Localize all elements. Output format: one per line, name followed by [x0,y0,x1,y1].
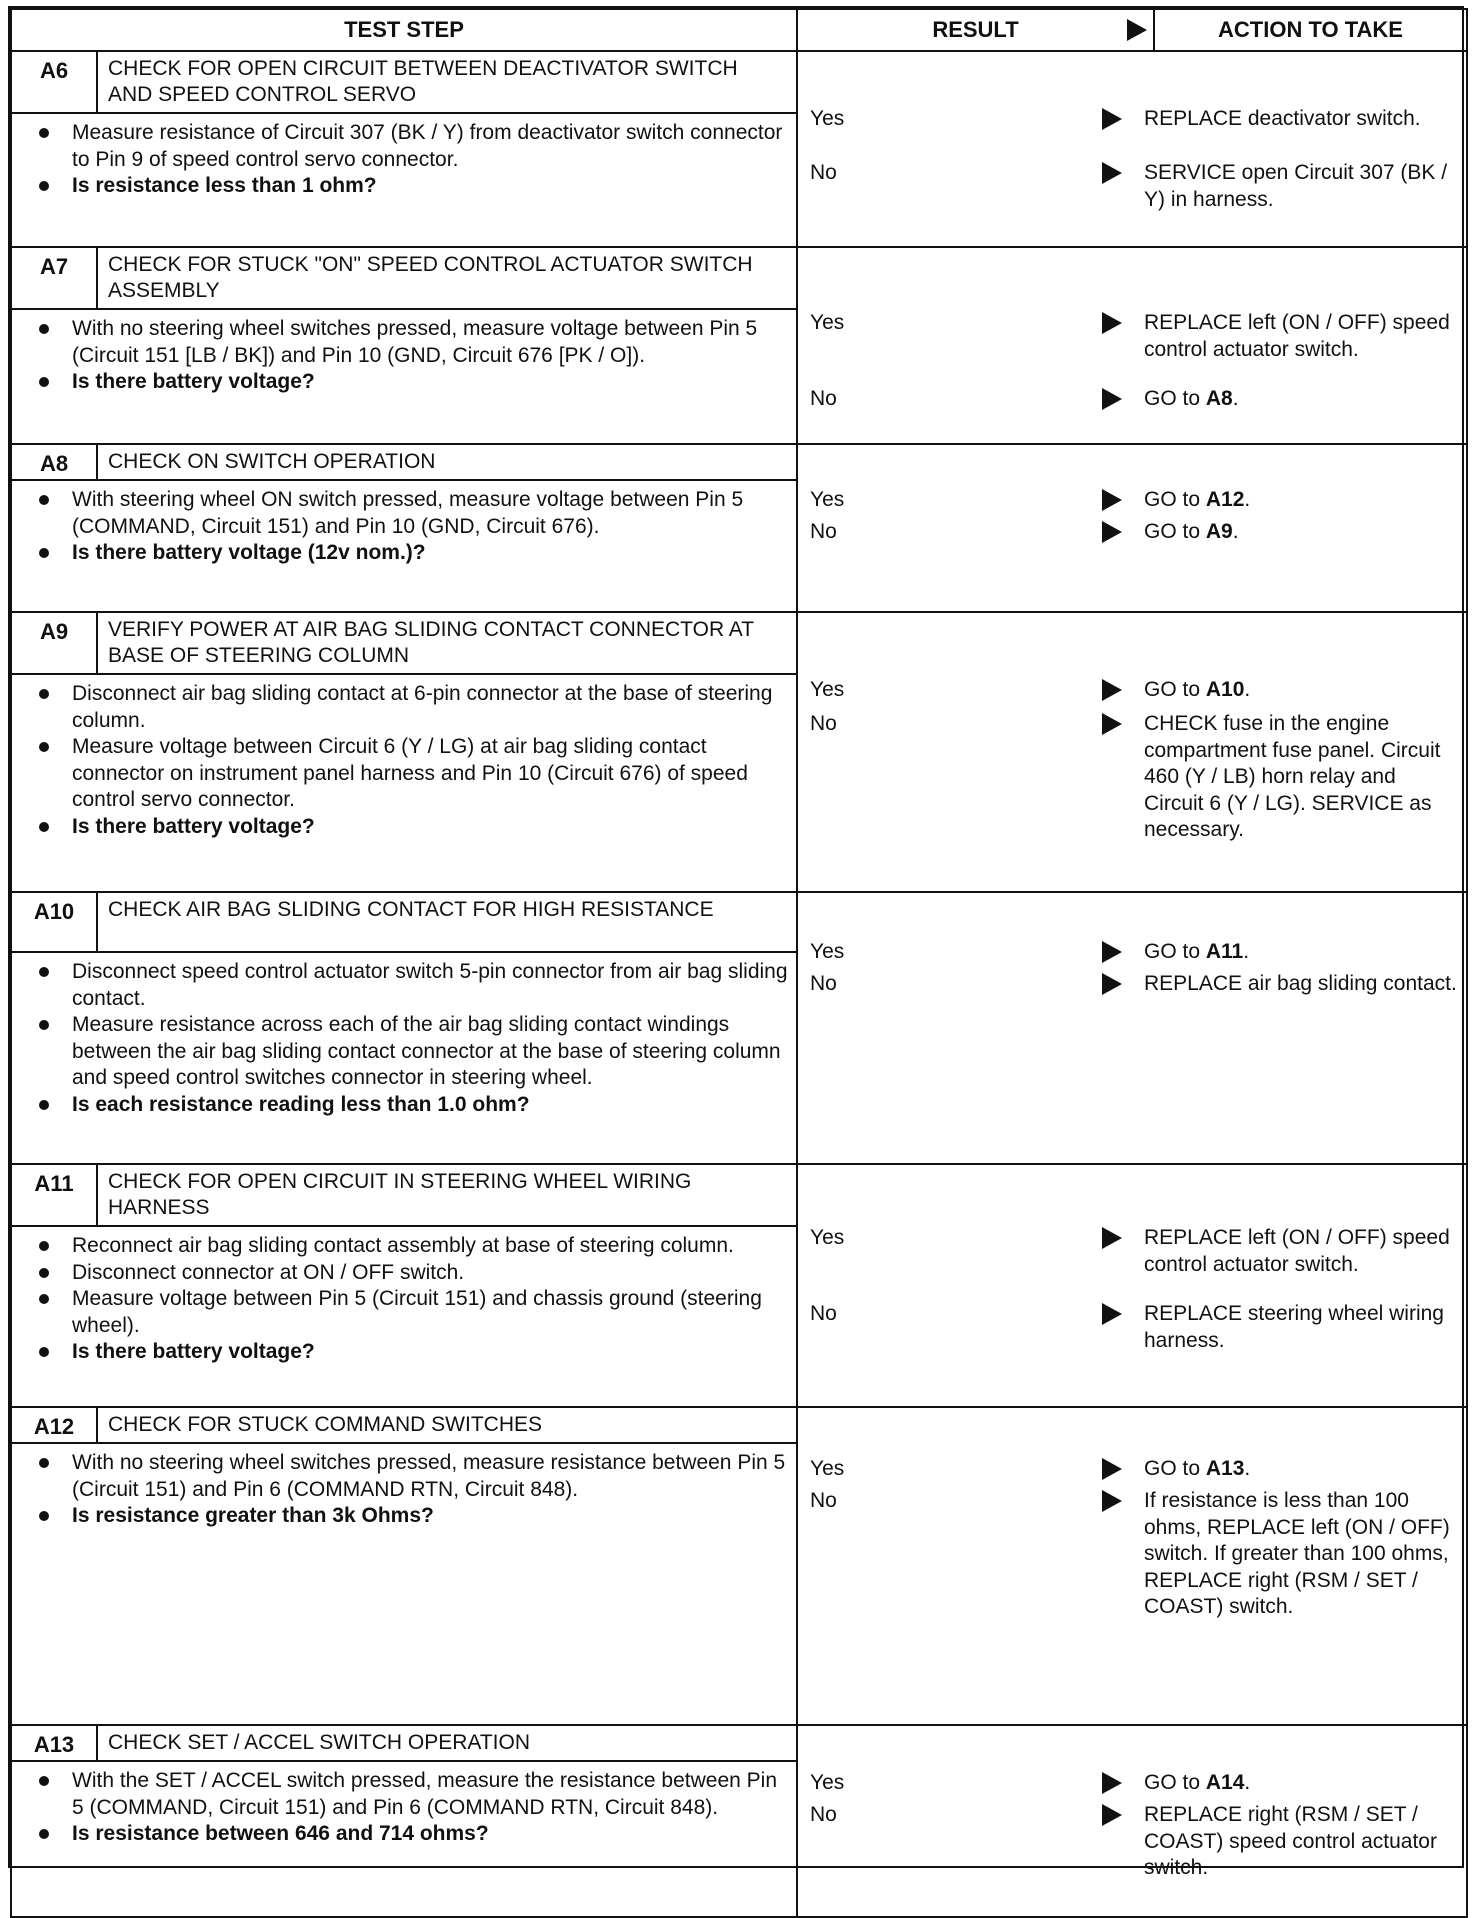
result-action-line [798,487,1466,514]
result-text: No [810,161,837,184]
arrow-right-icon [1127,19,1147,41]
step-id: A12 [12,1408,98,1442]
result-text: Yes [810,488,845,511]
result-value [798,1225,1130,1278]
result-text: No [810,712,837,735]
table-row [11,612,1467,892]
result-action-cell [797,892,1467,1164]
goto-step-ref: A13 [1205,1457,1245,1480]
result-value [798,106,1130,133]
result-action-cell [797,1725,1467,1917]
step-id: A8 [12,445,98,479]
result-action-line [798,1802,1466,1882]
arrow-right-icon [1102,489,1122,511]
result-header [797,9,1154,51]
action-tail: . [1244,1771,1251,1794]
bullet-icon [39,128,49,138]
step-heading [12,1165,796,1227]
step-instruction [72,1012,788,1092]
result-value [798,1488,1130,1621]
item-text: Is resistance between 646 and 714 ohms? [72,1822,489,1845]
step-heading [12,52,796,114]
item-text: Measure voltage between Pin 5 (Circuit 151) and chassis ground (steering wheel). [72,1287,762,1337]
test-step-cell [11,51,797,247]
item-text: Is resistance greater than 3k Ohms? [72,1504,434,1527]
item-text: Disconnect air bag sliding contact at 6-pin connector at the base of steering column. [72,682,773,732]
bullet-icon [39,495,49,505]
action-text [1130,1488,1466,1621]
result-value [798,711,1130,844]
step-instruction [72,1450,788,1503]
step-id: A7 [12,248,98,308]
step-question [72,173,788,200]
item-text: Reconnect air bag sliding contact assembly at base of steering column. [72,1234,734,1257]
item-text: Is there battery voltage? [72,370,315,393]
action-text [1130,160,1466,213]
step-title: CHECK ON SWITCH OPERATION [108,450,436,473]
action-tail: . [1244,488,1251,511]
step-title: CHECK FOR STUCK "ON" SPEED CONTROL ACTUATOR SWITCH ASSEMBLY [108,253,753,302]
result-text: Yes [810,311,845,334]
item-text: With no steering wheel switches pressed, measure voltage between Pin 5 (Circuit 151 [LB / BK]) and Pin 10 (GND, Circuit 676 [PK / O]). [72,317,758,367]
result-value [798,160,1130,213]
step-instruction [72,681,788,734]
table-header-row [11,9,1467,51]
item-text: Is each resistance reading less than 1.0 ohm? [72,1092,530,1116]
test-step-header: TEST STEP [11,9,797,51]
action-label: GO to [1144,488,1201,511]
diagnostic-chart [8,6,1464,1879]
action-label: REPLACE right (RSM / SET / COAST) speed control actuator switch. [1144,1803,1437,1879]
step-instructions [12,675,796,846]
result-text: Yes [810,940,845,963]
item-text: Measure voltage between Circuit 6 (Y / LG) at air bag sliding contact connector on instrument panel harness and Pin 10 (Circuit 676) of speed control servo connector. [72,735,748,811]
bullet-icon [39,324,49,334]
item-text: With no steering wheel switches pressed, measure resistance between Pin 5 (Circuit 151) and Pin 6 (COMMAND RTN, Circuit 848). [72,1451,786,1501]
step-heading [12,1726,796,1762]
action-text [1130,310,1466,363]
goto-step-ref: A12 [1205,488,1245,511]
step-instruction [72,1286,788,1339]
action-text [1130,1802,1466,1882]
bullet-icon [39,1020,49,1030]
bullet-icon [39,1268,49,1278]
step-instructions [12,310,796,402]
action-text [1130,1225,1466,1278]
result-value [798,310,1130,363]
action-label: REPLACE deactivator switch. [1144,107,1421,130]
step-question [72,369,788,396]
arrow-right-icon [1102,521,1122,543]
step-instruction [72,1260,788,1287]
item-text: With steering wheel ON switch pressed, measure voltage between Pin 5 (COMMAND, Circuit 151) and Pin 10 (GND, Circuit 676). [72,488,744,538]
result-action-line [798,519,1466,546]
action-tail: . [1244,678,1251,701]
bullet-icon [39,1294,49,1304]
table-row [11,1407,1467,1725]
step-instructions [12,1762,796,1854]
step-title: VERIFY POWER AT AIR BAG SLIDING CONTACT CONNECTOR AT BASE OF STEERING COLUMN [108,618,754,667]
test-step-cell [11,247,797,444]
action-label: REPLACE air bag sliding contact. [1144,972,1457,995]
result-action-cell [797,1407,1467,1725]
action-label: REPLACE left (ON / OFF) speed control actuator switch. [1144,1226,1450,1276]
result-action-line [798,1456,1466,1483]
result-action-line [798,1488,1466,1621]
step-question [72,1503,788,1530]
table-row [11,247,1467,444]
result-action-cell [797,1164,1467,1407]
table-row [11,1725,1467,1917]
arrow-right-icon [1102,1804,1122,1826]
result-text: Yes [810,1226,845,1249]
result-text: Yes [810,1457,845,1480]
action-label: SERVICE open Circuit 307 (BK / Y) in harness. [1144,161,1448,211]
step-heading [12,445,796,481]
action-text [1130,386,1466,413]
action-text [1130,1456,1466,1483]
item-text: Is there battery voltage? [72,814,315,838]
step-question [72,814,788,841]
action-text [1130,677,1466,704]
bullet-icon [39,822,49,832]
action-label: If resistance is less than 100 ohms, REPLACE left (ON / OFF) switch. If greater than 100 ohms, REPLACE right (RSM / SET / COAST) switch. [1144,1489,1450,1618]
arrow-right-icon [1102,679,1122,701]
result-action-line [798,1225,1466,1278]
action-label: GO to [1144,678,1201,701]
action-label: GO to [1144,1771,1201,1794]
step-id: A13 [12,1726,98,1760]
result-action-line [798,677,1466,704]
result-text: No [810,1803,837,1826]
result-value [798,487,1130,514]
result-text: Yes [810,1771,845,1794]
goto-step-ref: A14 [1205,1771,1245,1794]
result-action-line [798,711,1466,844]
action-text [1130,1770,1466,1797]
arrow-right-icon [1102,973,1122,995]
result-text: No [810,520,837,543]
result-action-line [798,971,1466,998]
item-text: Disconnect speed control actuator switch 5-pin connector from air bag sliding contact. [72,960,788,1010]
step-title: CHECK FOR STUCK COMMAND SWITCHES [108,1413,543,1436]
bullet-icon [39,377,49,387]
action-tail: . [1232,387,1239,410]
action-label: CHECK fuse in the engine compartment fuse panel. Circuit 460 (Y / LB) horn relay and Circuit 6 (Y / LG). SERVICE as necessary. [1144,712,1441,841]
step-instructions [12,1444,796,1536]
step-id: A10 [12,893,98,951]
step-title: CHECK FOR OPEN CIRCUIT BETWEEN DEACTIVATOR SWITCH AND SPEED CONTROL SERVO [108,57,738,106]
bullet-icon [39,1511,49,1521]
arrow-right-icon [1102,108,1122,130]
action-label: GO to [1144,387,1201,410]
action-text [1130,106,1466,133]
arrow-right-icon [1102,388,1122,410]
result-text: No [810,972,837,995]
bullet-icon [39,1829,49,1839]
step-title: CHECK AIR BAG SLIDING CONTACT FOR HIGH RESISTANCE [108,898,714,921]
step-question [72,1092,788,1119]
result-value [798,1456,1130,1483]
step-heading [12,248,796,310]
action-text [1130,1301,1466,1354]
step-question [72,1821,788,1848]
arrow-right-icon [1102,1303,1122,1325]
step-instruction [72,1233,788,1260]
goto-step-ref: A9 [1205,520,1233,543]
table-row [11,892,1467,1164]
result-action-cell [797,247,1467,444]
action-label: REPLACE left (ON / OFF) speed control actuator switch. [1144,311,1450,361]
bullet-icon [39,1776,49,1786]
result-value [798,519,1130,546]
action-text [1130,711,1466,844]
result-action-line [798,1301,1466,1354]
item-text: Measure resistance of Circuit 307 (BK / Y) from deactivator switch connector to Pin 9 of speed control servo connector. [72,121,783,171]
action-tail: . [1244,1457,1251,1480]
action-tail: . [1232,520,1239,543]
action-label: REPLACE steering wheel wiring harness. [1144,1302,1444,1352]
result-action-line [798,386,1466,413]
item-text: Is there battery voltage (12v nom.)? [72,541,426,564]
bullet-icon [39,1347,49,1357]
table-row [11,1164,1467,1407]
bullet-icon [39,689,49,699]
table-row [11,51,1467,247]
step-instruction [72,1768,788,1821]
test-step-cell [11,444,797,612]
step-id: A6 [12,52,98,112]
result-text: Yes [810,678,845,701]
action-label: GO to [1144,1457,1201,1480]
arrow-right-icon [1102,1227,1122,1249]
result-header-label: RESULT [932,17,1019,42]
step-instructions [12,953,796,1124]
arrow-right-icon [1102,312,1122,334]
table-row [11,444,1467,612]
goto-step-ref: A10 [1205,678,1245,701]
item-text: Is resistance less than 1 ohm? [72,174,377,197]
test-step-cell [11,1164,797,1407]
result-text: No [810,387,837,410]
result-value [798,1802,1130,1882]
test-step-cell [11,612,797,892]
step-id: A11 [12,1165,98,1225]
arrow-right-icon [1102,941,1122,963]
step-instructions [12,114,796,206]
bullet-icon [39,1241,49,1251]
action-text [1130,487,1466,514]
result-action-line [798,939,1466,966]
step-instruction [72,120,788,173]
goto-step-ref: A11 [1205,940,1244,963]
bullet-icon [39,742,49,752]
bullet-icon [39,967,49,977]
arrow-right-icon [1102,1490,1122,1512]
item-text: Disconnect connector at ON / OFF switch. [72,1260,465,1284]
action-tail: . [1243,940,1250,963]
result-value [798,677,1130,704]
item-text: Measure resistance across each of the air bag sliding contact windings between the air bag sliding contact connector at the base of steering column and speed control switches connector in steering wheel. [72,1013,781,1089]
arrow-right-icon [1102,713,1122,735]
step-heading [12,613,796,675]
result-action-cell [797,612,1467,892]
result-value [798,1301,1130,1354]
step-heading [12,893,796,953]
result-value [798,386,1130,413]
step-instruction [72,487,788,540]
result-value [798,939,1130,966]
step-question [72,1339,788,1366]
item-text: With the SET / ACCEL switch pressed, measure the resistance between Pin 5 (COMMAND, Circuit 151) and Pin 6 (COMMAND RTN, Circuit 848). [72,1769,777,1819]
result-value [798,971,1130,998]
step-instruction [72,959,788,1012]
result-action-line [798,310,1466,363]
action-text [1130,971,1466,998]
action-text [1130,519,1466,546]
item-text: Is there battery voltage? [72,1340,315,1363]
action-text [1130,939,1466,966]
test-step-table [10,8,1468,1918]
test-step-cell [11,1725,797,1917]
bullet-icon [39,181,49,191]
step-heading [12,1408,796,1444]
test-step-cell [11,892,797,1164]
result-action-cell [797,51,1467,247]
step-title: CHECK FOR OPEN CIRCUIT IN STEERING WHEEL WIRING HARNESS [108,1170,692,1219]
arrow-right-icon [1102,1458,1122,1480]
result-action-line [798,160,1466,213]
result-action-line [798,1770,1466,1797]
step-id: A9 [12,613,98,673]
step-instruction [72,734,788,814]
goto-step-ref: A8 [1205,387,1233,410]
step-instruction [72,316,788,369]
bullet-icon [39,1100,49,1110]
test-step-cell [11,1407,797,1725]
bullet-icon [39,1458,49,1468]
step-instructions [12,481,796,573]
result-text: Yes [810,107,845,130]
step-instructions [12,1227,796,1372]
arrow-right-icon [1102,1772,1122,1794]
action-label: GO to [1144,940,1201,963]
bullet-icon [39,548,49,558]
result-action-line [798,106,1466,133]
result-value [798,1770,1130,1797]
action-header: ACTION TO TAKE [1154,9,1467,51]
step-question [72,540,788,567]
result-text: No [810,1302,837,1325]
action-label: GO to [1144,520,1201,543]
arrow-right-icon [1102,162,1122,184]
step-title: CHECK SET / ACCEL SWITCH OPERATION [108,1731,531,1754]
result-text: No [810,1489,837,1512]
result-action-cell [797,444,1467,612]
